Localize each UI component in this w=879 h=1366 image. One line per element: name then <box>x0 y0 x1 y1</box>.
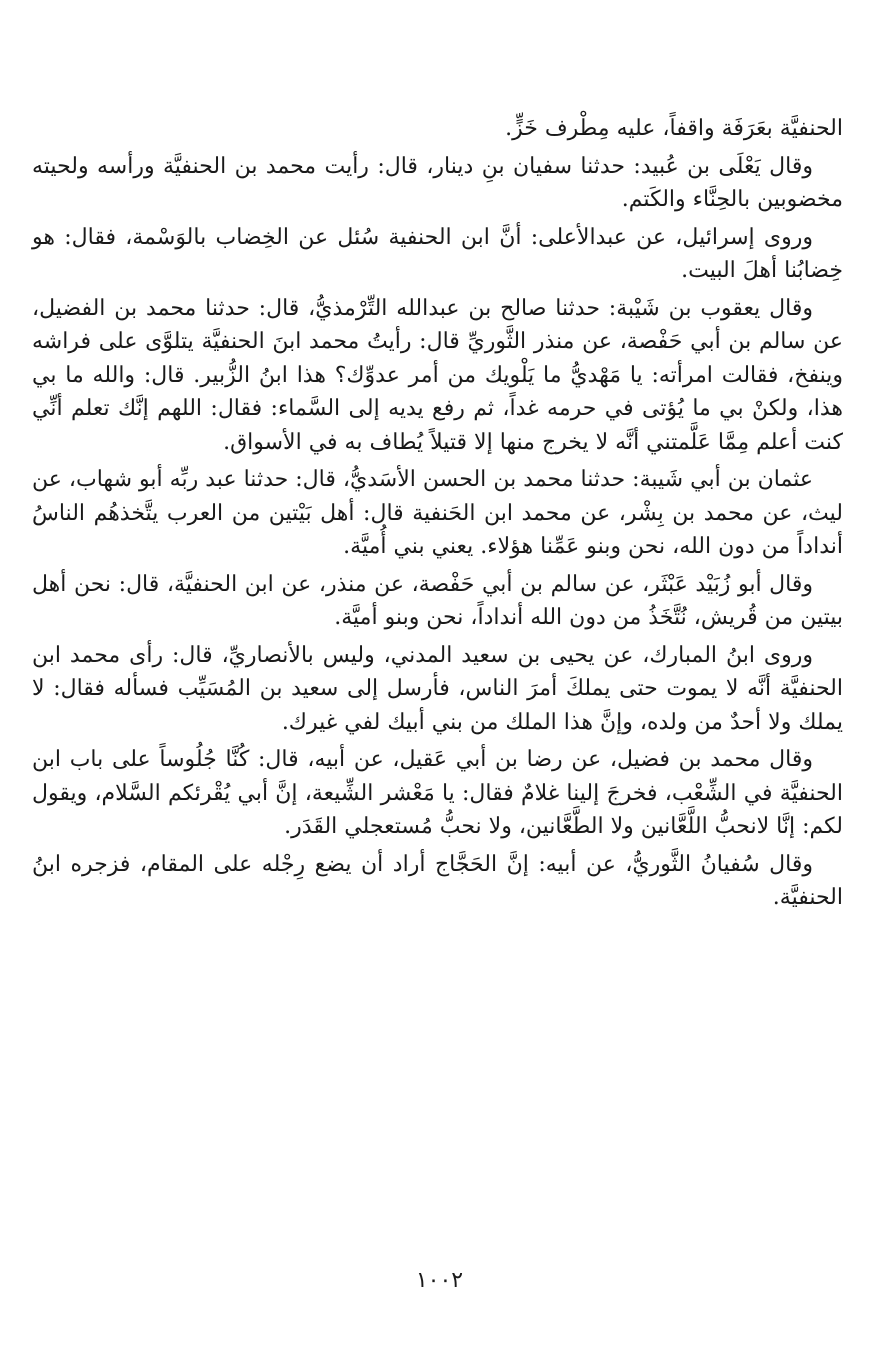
page-number: ١٠٠٢ <box>415 1268 464 1293</box>
paragraph-7: وروى ابنُ المبارك، عن يحيى بن سعيد المدني، وليس بالأنصاريِّ، قال: رأى محمد ابن الحنفيَّة أنَّه لا يموت حتى يملكَ أمرَ الناس، فأرسل إلى سعيد بن المُسَيِّب فسأله فقال: لا يملك ولا أحدٌ من ولده، وإنَّ هذا الملك من بني أبيك لفي غيرك. <box>32 642 843 735</box>
paragraph-8: وقال محمد بن فضيل، عن رضا بن أبي عَقيل، عن أبيه، قال: كُنَّا جُلُوساً على باب ابن الحنفيَّة في الشِّعْب، فخرجَ إلينا غلامٌ فقال: يا مَعْشر الشِّيعة، إنَّ أبي يُقْرئكم السَّلام، ويقول لكم: إنَّا لانحبُّ اللَّعَّانين ولا الطَّعَّانين، ولا نحبُّ مُستعجلي القَدَر. <box>32 747 843 839</box>
paragraph-5: عثمان بن أبي شَيبة: حدثنا محمد بن الحسن الأسَديُّ، قال: حدثنا عبد ربِّه أبو شهاب، عن ليث، عن محمد بن بِشْر، عن محمد ابن الحَنفية قال: أهل بَيْتين من العرب يتَّخذهُم الناسُ أنداداً من دون الله، نحن وبنو عَمِّنا هؤلاء. يعني بني أُميَّة. <box>32 467 843 559</box>
paragraph-2: وقال يَعْلَى بن عُبيد: حدثنا سفيان بنِ دينار، قال: رأيت محمد بن الحنفيَّة ورأسه ولحيته مخضوبين بالحِنَّاء والكَتم. <box>32 153 843 212</box>
paragraph-3: وروى إسرائيل، عن عبدالأعلى: أنَّ ابن الحنفية سُئل عن الخِضاب بالوَسْمة، فقال: هو خِضابُنا أهلَ البيت. <box>32 224 843 283</box>
paragraph-6: وقال أبو زُبَيْد عَبْثَر، عن سالم بن أبي حَفْصة، عن منذر، عن ابن الحنفيَّة، قال: نحن أهل بيتين من قُريش، نُتَّخَذُ من دون الله أنداداً، نحن وبنو أميَّة. <box>32 571 843 630</box>
paragraph-1: الحنفيَّة بعَرَفَة واقفاً، عليه مِطْرف خَزٍّ. <box>505 116 843 141</box>
paragraph-9: وقال سُفيانُ الثَّوريُّ، عن أبيه: إنَّ الحَجَّاج أراد أن يضع رِجْله على المقام، فزجره ابنُ الحنفيَّة. <box>32 851 843 910</box>
paragraph-4: وقال يعقوب بن شَيْبة: حدثنا صالح بن عبدالله التِّرْمذيُّ، قال: حدثنا محمد بن الفضيل، عن سالم بن أبي حَفْصة، عن منذر الثَّوريِّ قال: رأيتُ محمد ابنَ الحنفيَّة يتلوَّى على فراشه وينفخ، فقالت امرأته: يا مَهْديُّ ما يَلْويك من أمر عدوِّك؟ هذا ابنُ الزُّبير. قال: والله ما بي هذا، ولكنْ بي ما يُؤتى في حرمه غداً، ثم رفع يديه إلى السَّماء: فقال: اللهم إنَّك تعلم أنِّي كنت أعلم مِمَّا عَلَّمتني أنَّه لا يخرج منها إلا قتيلاً يُطاف به في الأسواق. <box>32 295 843 455</box>
body-text <box>32 112 843 919</box>
